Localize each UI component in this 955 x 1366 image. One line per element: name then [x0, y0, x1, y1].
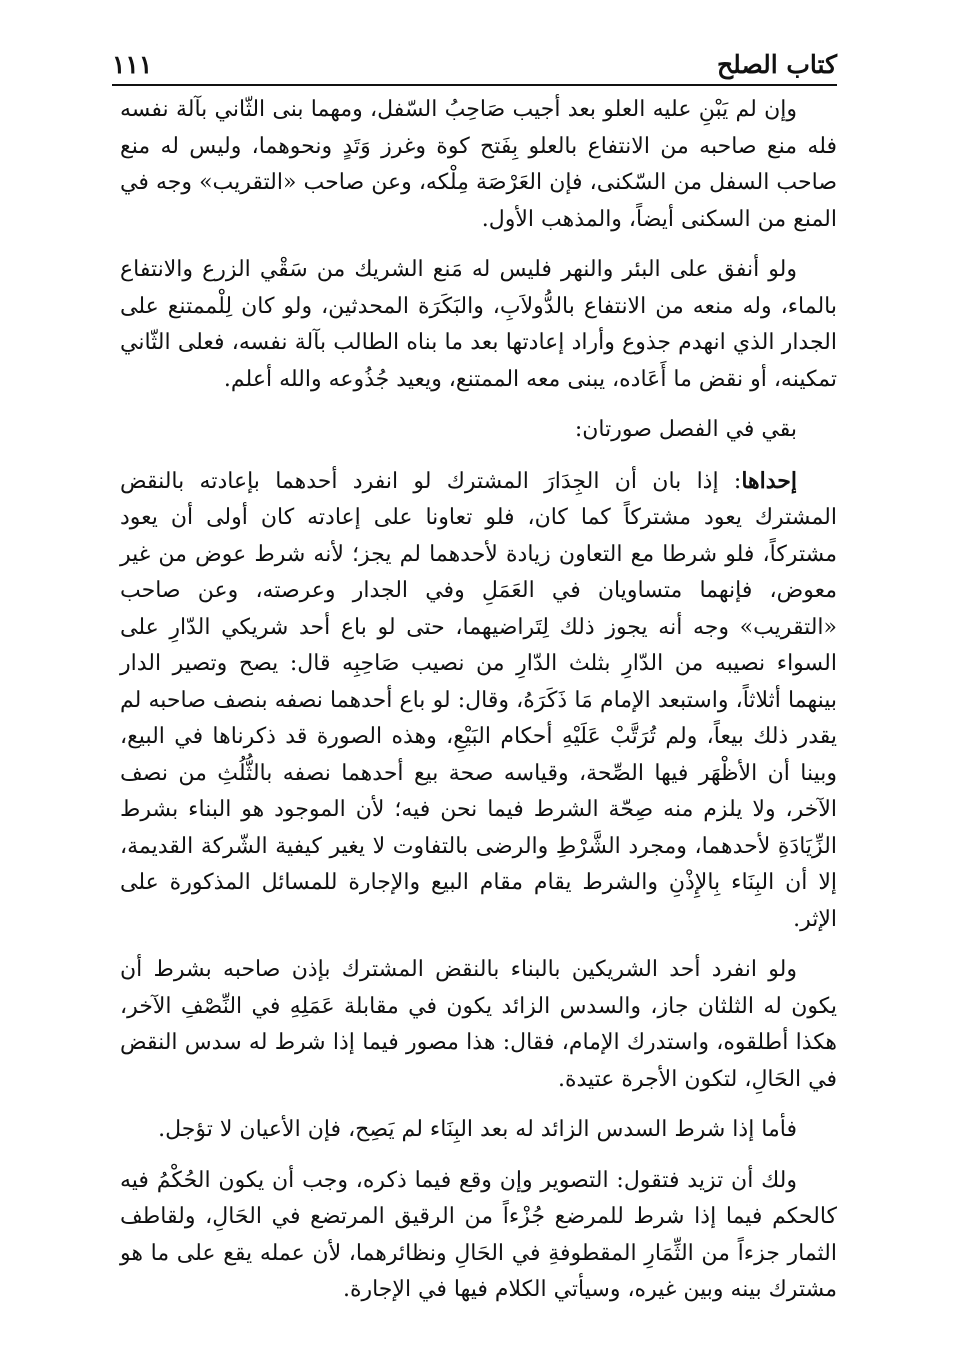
chapter-title: كتاب الصلح: [717, 50, 837, 79]
body-text: [120, 92, 837, 1323]
paragraph-1: [120, 92, 837, 238]
paragraph-text: ولو أنفق على البئر والنهر فليس له مَنع الشريك من سَقْي الزرع والانتفاع بالماء، وله منعه من الانتفاع بالدُّولاَبِ، والبَكَرَة المحدثين، ولو كان لِلْممتنع على الجدار الذي انهدم جذوع وأراد إعادتها بعد ما بناه الطالب بآلة نفسه، فعلى الثّاني تمكينه، أو نقض ما أَعَاده، يبنى معه الممتنع، ويعيد جُذُوعه والله أعلم.: [120, 257, 837, 392]
paragraph-text: : إذا بان أن الجِدَارَ المشترك لو انفرد أحدهما بإعادته بالنقض المشترك يعود مشتركاً كما كان، فلو تعاونا على إعادته كان أولى أن يعود مشتركاً، فلو شرطا مع التعاون زيادة لأحدهما لم يجز؛ لأنه شرط عوض من غير معوض، فإنهما متساويان في العَمَلِ وفي الجدار وعرصته، وعن صاحب «التقريب» وجه أنه يجوز ذلك لِتَراضيهما، حتى لو باع أحد شريكي الدّارِ على السواء نصيبه من الدّارِ بثلث الدّارِ من نصيب صَاحِبِه قال: يصح وتصير الدار بينهما أثلاثاً، واستبعد الإمام مَا ذَكَرَهُ، وقال: لو باع أحدهما نصفه بنصف صاحبه لم يقدر ذلك بيعاً، ولم تُرَتَّبْ عَلَيْهِ أحكام البَيْعِ، وهذه الصورة قد ذكرناها في البيع، وبينا أن الأظْهَر فيها الصِّحة، وقياسه صحة بيع أحدهما نصفه بالثُّلُثِ من نصف الآخر، ولا يلزم منه صِحّة الشرط فيما نحن فيه؛ لأن الموجود هو البناء بشرط الزِّيَادَةِ لأحدهما، ومجرد الشَّرْطِ والرضى بالتفاوت لا يغير كيفية الشّركة القديمة، إلا أن البِنَاء بِالإِذْنِ والشرط يقام مقام البيع والإجارة للمسائل المذكورة على الإثر.: [120, 468, 837, 932]
paragraph-5: [120, 952, 837, 1098]
paragraph-text: ولو انفرد أحد الشريكين بالبناء بالنقض المشترك بإذن صاحبه بشرط أن يكون له الثلثان جاز، والسدس الزائد يكون في مقابلة عَمَلِهِ في النِّصْفِ الآخر، هكذا أطلقوه، واستدرك الإمام، فقال: هذا مصور فيما إذا شرط له سدس النقض في الحَالِ، لتكون الأجرة عتيدة.: [120, 957, 837, 1092]
paragraph-6: [120, 1112, 837, 1149]
paragraph-7: [120, 1163, 837, 1309]
page-number: ١١١: [112, 50, 153, 79]
paragraph-2: [120, 252, 837, 398]
paragraph-4: [120, 463, 837, 939]
paragraph-text: فأما إذا شرط السدس الزائد له بعد البِنَاء لم يَصِح، فإن الأعيان لا تؤجل.: [158, 1117, 797, 1142]
paragraph-text: بقي في الفصل صورتان:: [574, 417, 797, 442]
paragraph-text: ولك أن تزيد فتقول: التصوير وإن وقع فيما ذكره، وجب أن يكون الحُكْمُ فيه كالحكم فيما إذا شرط للمرضع جُزْءاً من الرقيق المرتضع في الحَالِ، ولقاطف الثمار جزءاً من الثِّمَارِ المقطوفةِ في الحَالِ ونظائرهما، لأن عمله يقع على ما هو مشترك بينه وبين غيره، وسيأتي الكلام فيها في الإجارة.: [120, 1167, 837, 1302]
paragraph-text: وإن لم يَبْنِ عليه العلو بعد أجيب صَاحِبُ السّفل، ومهما بنى الثّاني بآلة نفسه فله منع صاحبه من الانتفاع بالعلو بِفَتح كوة وغرز وَتَدٍ ونحوهما، وليس له منع صاحب السفل من السّكنى، فإن العَرْصَة مِلْكه، وعن صاحب «التقريب» وجه في المنع من السكنى أيضاً، والمذهب الأول.: [120, 97, 837, 232]
running-header: [112, 38, 837, 86]
paragraph-3: [120, 412, 837, 449]
paragraph-lead-word: إحداها: [741, 467, 797, 494]
